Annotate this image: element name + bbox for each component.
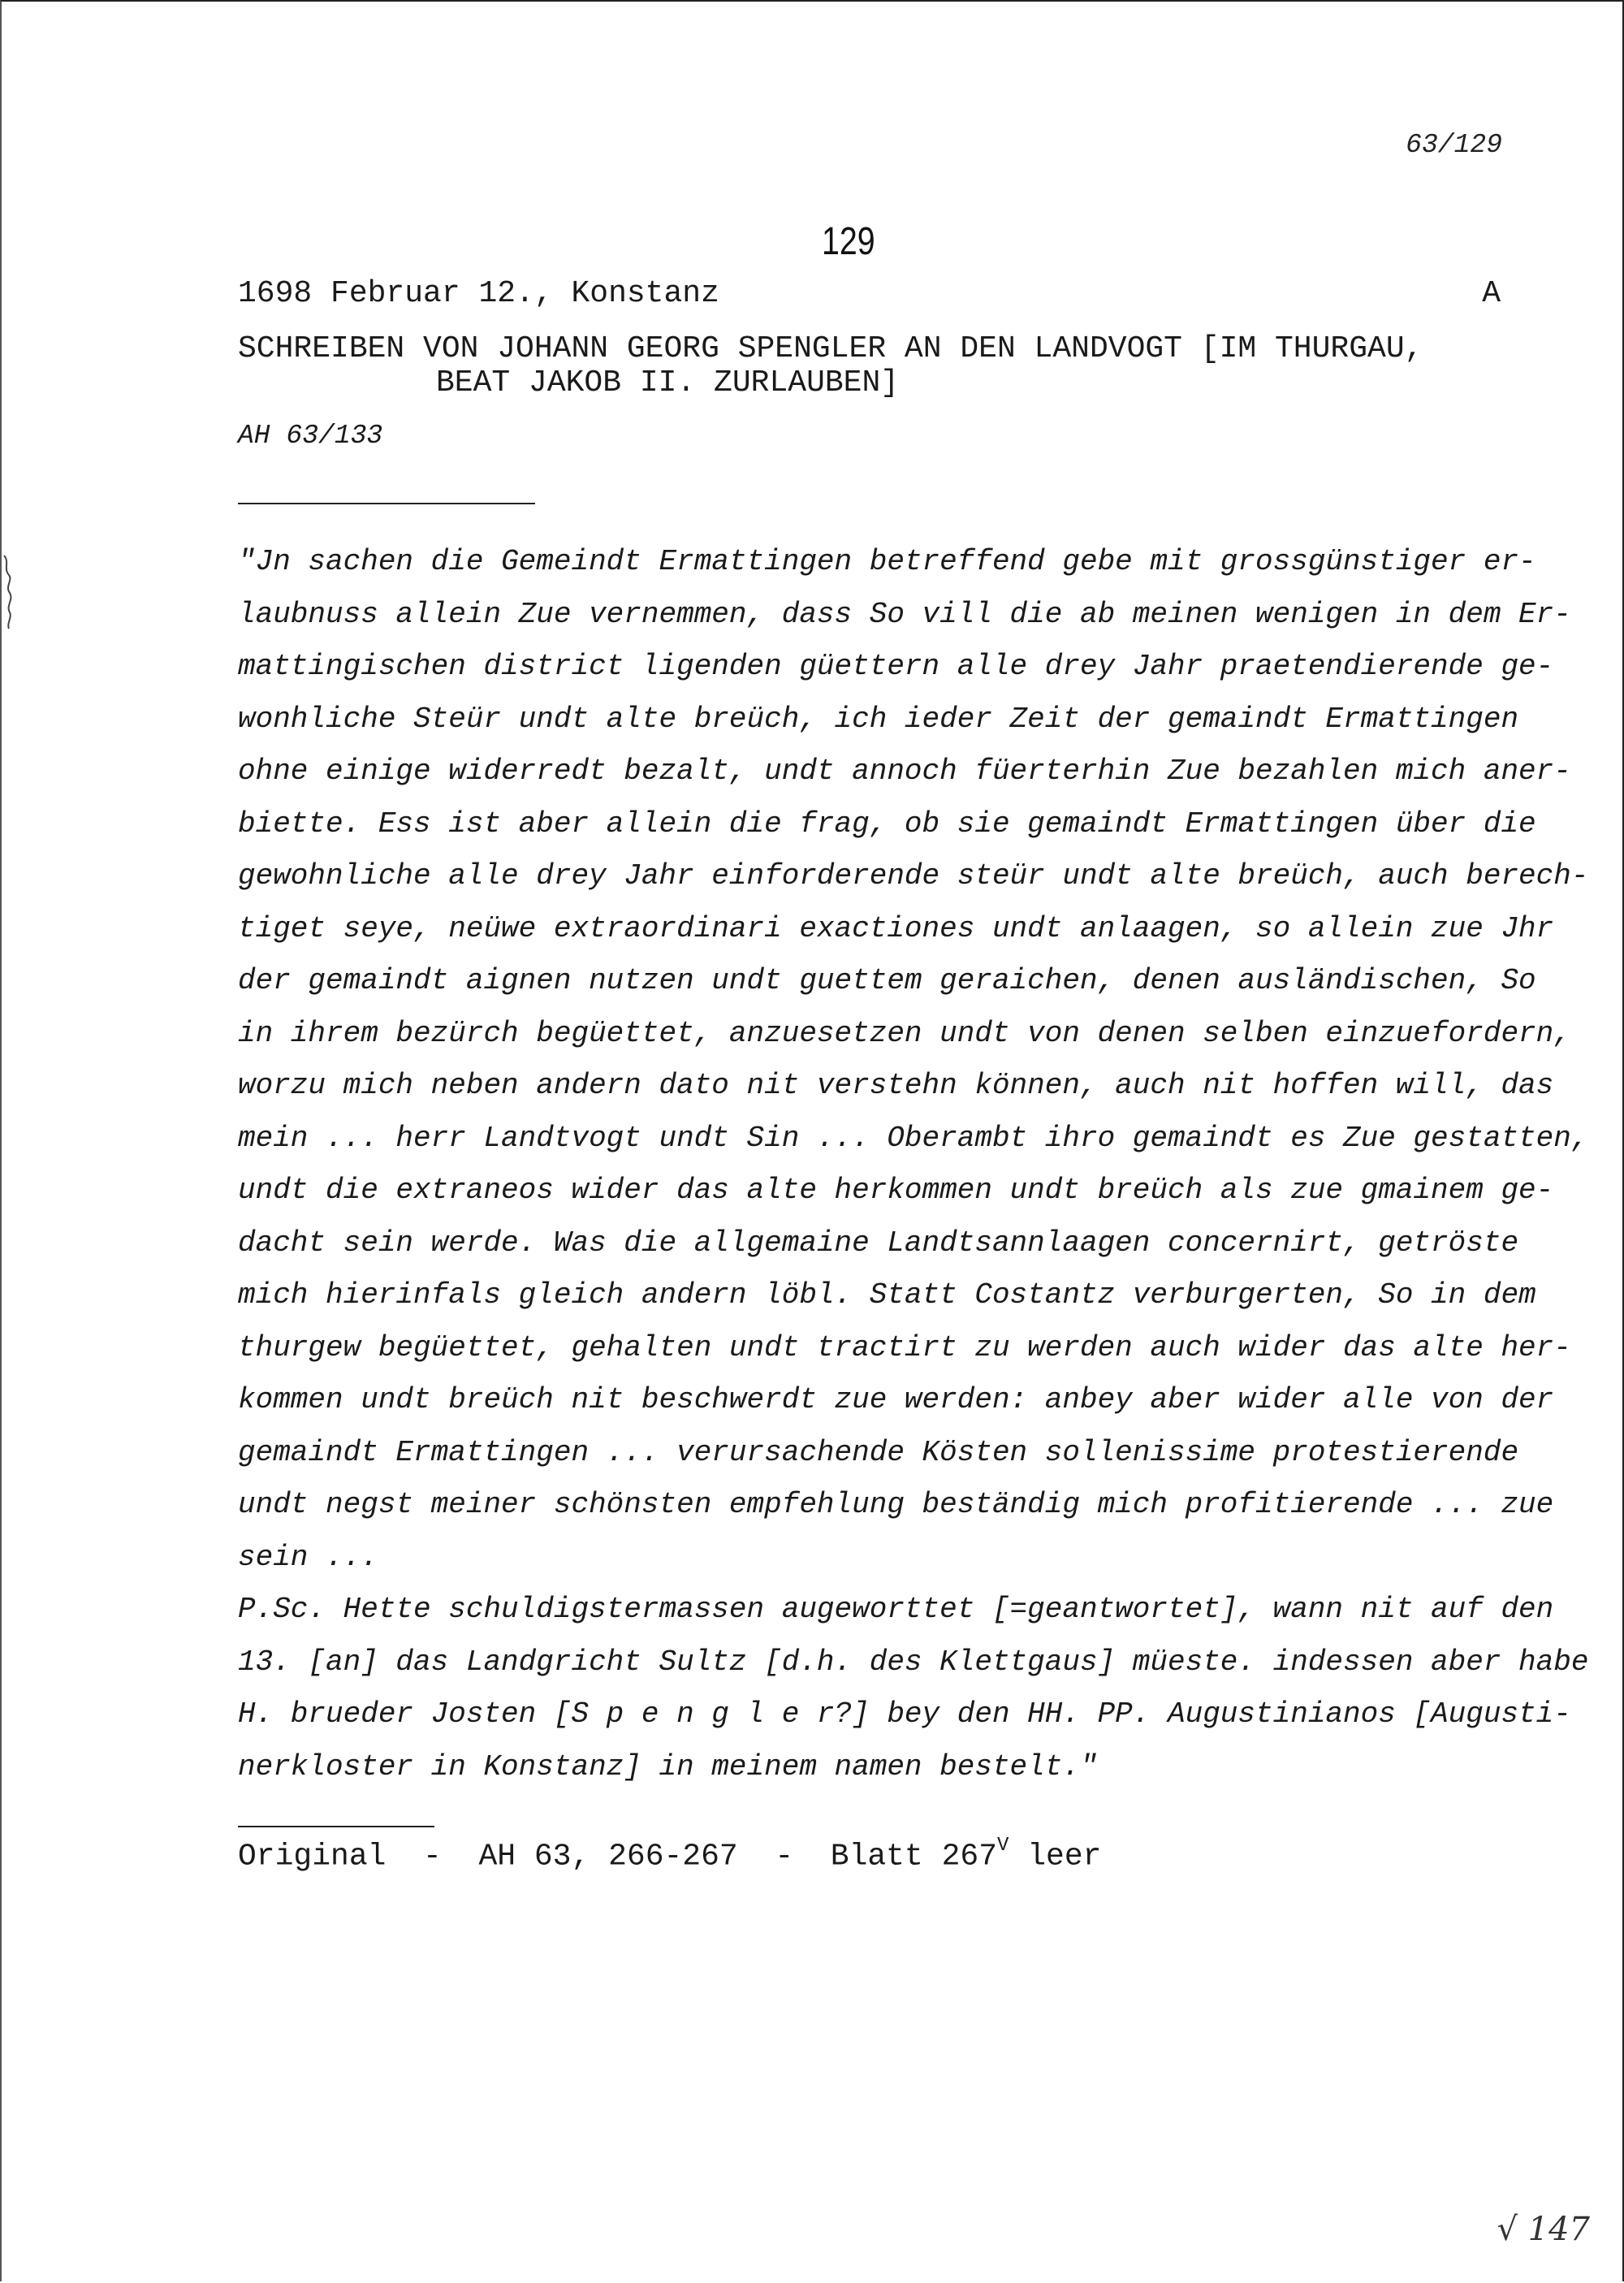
body-line: kommen undt breüch nit beschwerdt zue werden: anbey aber wider alle von der [238, 1383, 1554, 1416]
separator-dash: - [775, 1839, 794, 1874]
blatt-suffix: leer [1027, 1839, 1102, 1874]
body-line: laubnuss allein Zue vernemmen, dass So vill die ab meinen wenigen in dem Er- [238, 597, 1571, 631]
footnote-rule [238, 1826, 434, 1827]
margin-scrawl [2, 552, 15, 630]
page-reference: 63/129 [1406, 130, 1502, 160]
separator-dash: - [423, 1839, 442, 1874]
body-line: wonhliche Steür undt alte breüch, ich ieder Zeit der gemaindt Ermattingen [238, 702, 1519, 736]
letter-body [238, 536, 1589, 1793]
postscript-line: H. brueder Josten [S p e n g l e r?] bey den HH. PP. Augustinianos [Augusti- [238, 1697, 1571, 1731]
source-reference: AH 63, 266-267 [478, 1839, 738, 1874]
body-line: gewohnliche alle drey Jahr einforderende steür undt alte breüch, auch berech- [238, 859, 1589, 893]
body-line: biette. Ess ist aber allein die frag, ob sie gemaindt Ermattingen über die [238, 806, 1536, 841]
document-title-line-1: SCHREIBEN VON JOHANN GEORG SPENGLER AN DEN LANDVOGT [IM THURGAU, [238, 331, 1423, 366]
source-note [238, 1835, 1102, 1874]
archive-reference: AH 63/133 [238, 421, 383, 451]
blatt-text: Blatt 267 [830, 1839, 997, 1874]
original-label: Original [238, 1839, 387, 1874]
body-line: undt die extraneos wider das alte herkommen undt breüch als zue gmainem ge- [238, 1174, 1554, 1207]
body-line: in ihrem bezürch begüettet, anzuesetzen undt von denen selben einzuefordern, [238, 1016, 1571, 1050]
body-line: der gemaindt aignen nutzen undt guettem geraichen, denen ausländischen, So [238, 964, 1536, 997]
document-type-letter: A [1482, 276, 1501, 311]
body-line: ohne einige widerredt bezalt, undt annoch füerterhin Zue bezahlen mich aner- [238, 755, 1571, 788]
body-line: thurgew begüettet, gehalten undt tractirt zu werden auch wider das alte her- [238, 1330, 1571, 1364]
body-line: gemaindt Ermattingen ... verursachende Kösten sollenissime protestierende [238, 1435, 1519, 1469]
postscript-line: nerkloster in Konstanz] in meinem namen bestelt." [238, 1749, 1098, 1784]
postscript-line: P.Sc. Hette schuldigstermassen augeworttet [=geantwortet], wann nit auf den [238, 1593, 1554, 1626]
body-line: "Jn sachen die Gemeindt Ermattingen betreffend gebe mit grossgünstiger er- [238, 545, 1536, 578]
body-line: tiget seye, neüwe extraordinari exactiones undt anlaagen, so allein zue Jhr [238, 911, 1554, 945]
body-line: mattingischen district ligenden güettern alle drey Jahr praetendierende ge- [238, 650, 1554, 683]
body-line: dacht sein werde. Was die allgemaine Landtsannlaagen concernirt, getröste [238, 1226, 1519, 1260]
document-title-line-2: BEAT JAKOB II. ZURLAUBEN] [436, 365, 900, 400]
body-line: mich hierinfals gleich andern löbl. Statt Costantz verburgerten, So in dem [238, 1278, 1536, 1312]
verso-superscript: V [997, 1835, 1009, 1857]
body-line: sein ... [238, 1540, 378, 1574]
handwritten-folio-mark: √ 147 [1497, 2211, 1590, 2248]
document-number: 129 [822, 220, 875, 263]
postscript-line: 13. [an] das Landgricht Sultz [d.h. des Klettgaus] müeste. indessen aber habe [238, 1645, 1589, 1679]
body-line: mein ... herr Landtvogt undt Sin ... Oberambt ihro gemaindt es Zue gestatten, [238, 1121, 1589, 1155]
body-line: worzu mich neben andern dato nit verstehn können, auch nit hoffen will, das [238, 1069, 1554, 1102]
body-line: undt negst meiner schönsten empfehlung beständig mich profitierende ... zue [238, 1488, 1554, 1521]
divider-rule [238, 503, 535, 504]
date-place: 1698 Februar 12., Konstanz [238, 276, 719, 311]
